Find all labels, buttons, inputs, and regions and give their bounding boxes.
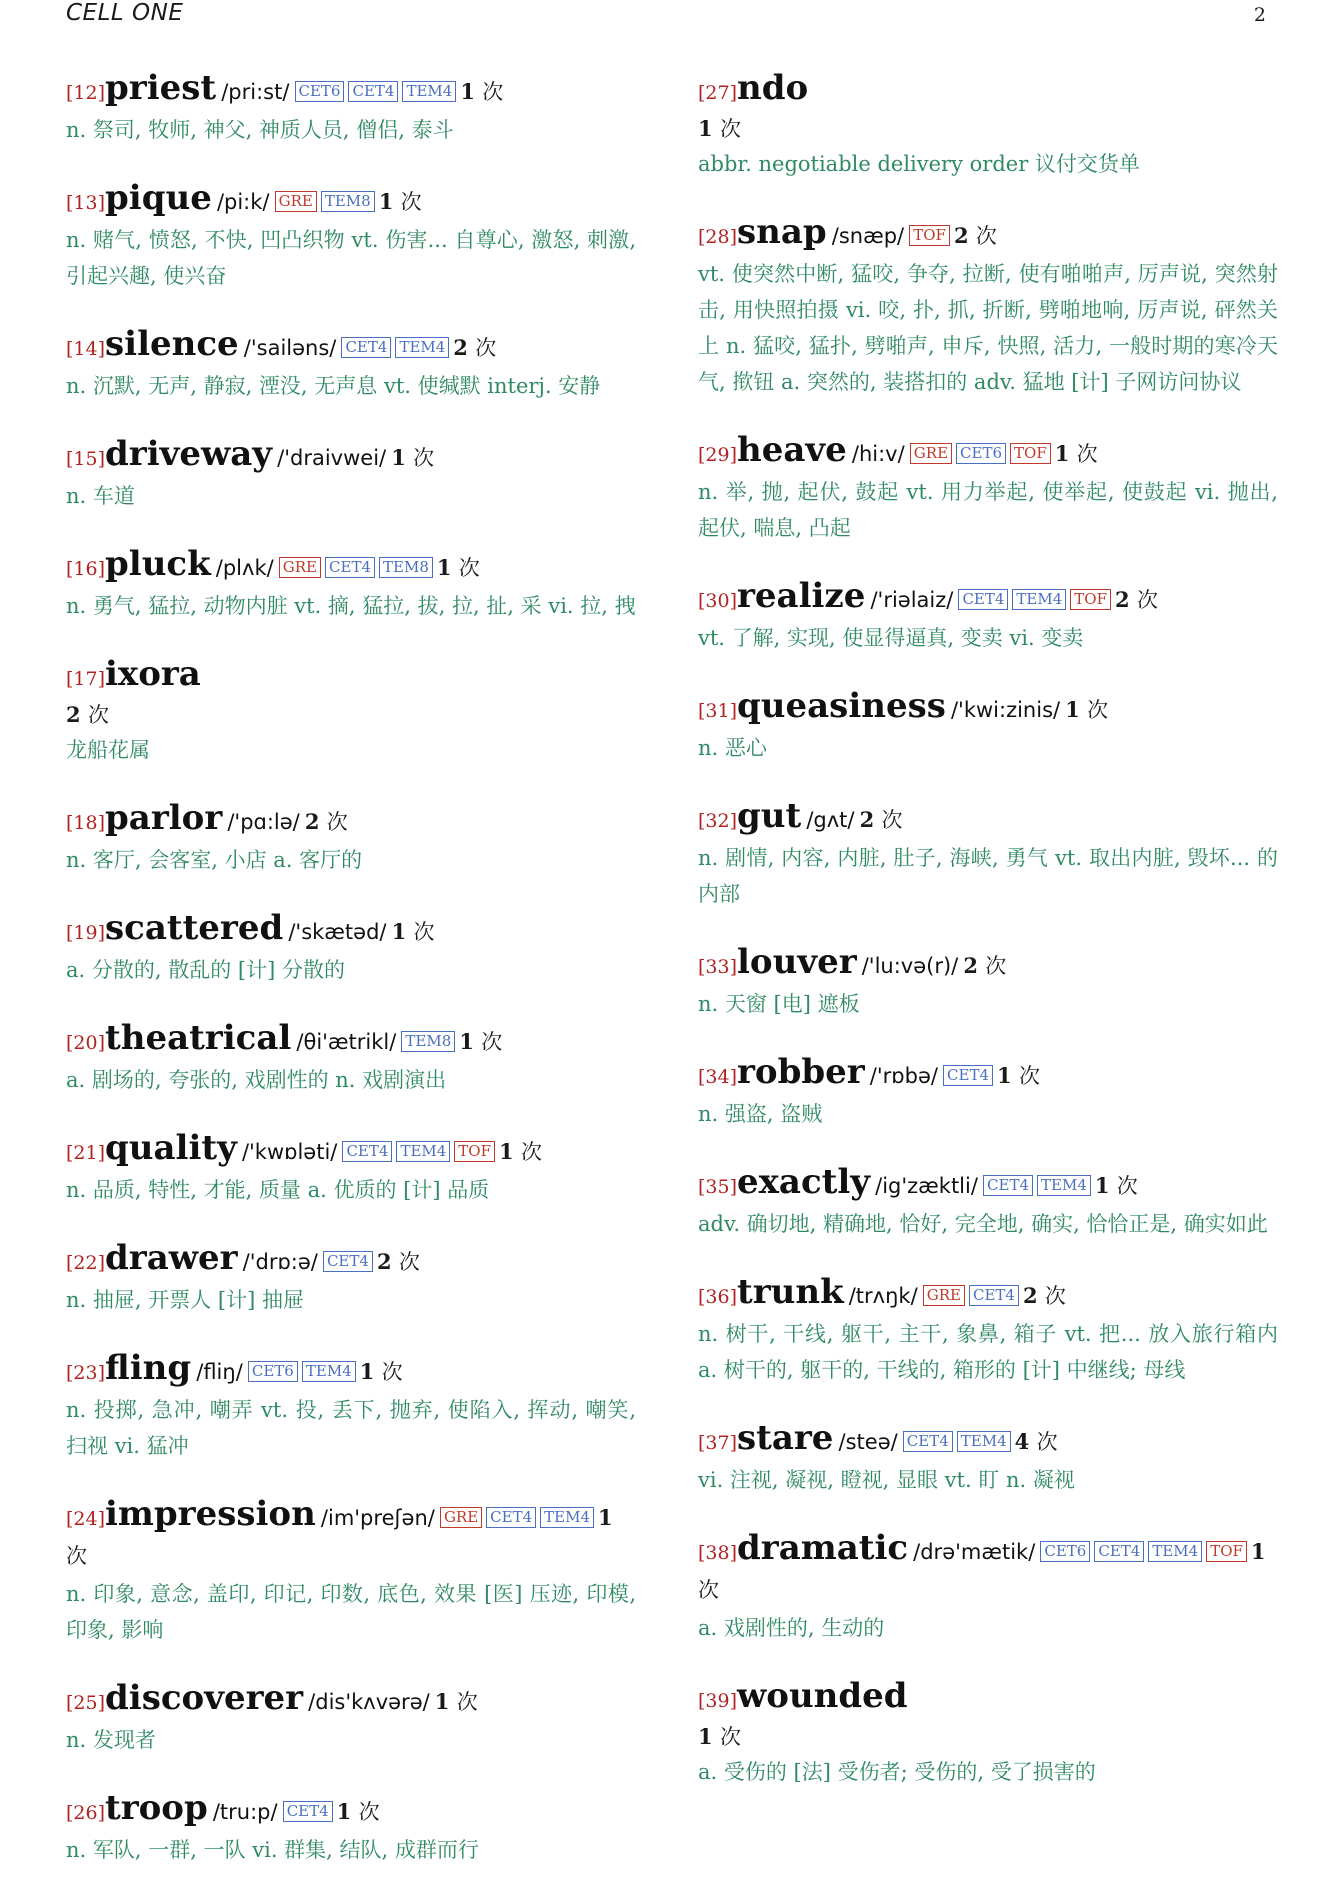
exam-tag: CET4 xyxy=(325,557,375,578)
dictionary-entry xyxy=(66,70,636,148)
phonetic: /'rɒbə/ xyxy=(869,1064,938,1088)
definition: vt. 使突然中断, 猛咬, 争夺, 拉断, 使有啪啪声, 厉声说, 突然射击, 用快照拍摄 vi. 咬, 扑, 抓, 折断, 劈啪地响, 厉声说, 砰然关上 n. 猛咬, 猛扑, 劈啪声, 申斥, 快照, 活力, 一般时期的寒冷天气, 揿钮 a. 突然的, 装搭扣的 adv. 猛地 [计] 子网访问协议 xyxy=(698,262,1278,394)
dictionary-entry xyxy=(698,578,1278,656)
entry-headline xyxy=(698,688,1278,730)
occurrence-count: 1 次 xyxy=(459,1029,503,1054)
count-suffix: 次 xyxy=(1076,442,1098,466)
entry-headline xyxy=(66,910,636,952)
occurrence-count: 1 次 xyxy=(336,1799,380,1824)
definition: 龙船花属 xyxy=(66,738,150,762)
dictionary-entry xyxy=(698,1164,1278,1242)
definition: n. 树干, 干线, 躯干, 主干, 象鼻, 箱子 vt. 把... 放入旅行箱内 a. 树干的, 躯干的, 干线的, 箱形的 [计] 中继线; 母线 xyxy=(698,1322,1278,1382)
definition: n. 车道 xyxy=(66,484,135,508)
left-column xyxy=(66,70,636,1900)
exam-tag: CET4 xyxy=(969,1285,1019,1306)
exam-tag: TOF xyxy=(454,1141,495,1162)
dictionary-entry xyxy=(698,214,1278,400)
definition: vt. 了解, 实现, 使显得逼真, 变卖 vi. 变卖 xyxy=(698,626,1084,650)
count-suffix: 次 xyxy=(985,954,1007,978)
dictionary-entry xyxy=(66,1240,636,1318)
phonetic: /gʌt/ xyxy=(806,808,855,832)
definition: n. 祭司, 牧师, 神父, 神质人员, 僧侣, 泰斗 xyxy=(66,118,454,142)
dictionary-entry xyxy=(66,180,636,294)
exam-tag: CET6 xyxy=(1040,1541,1090,1562)
count-suffix: 次 xyxy=(1087,698,1109,722)
definition: n. 赌气, 愤怒, 不快, 凹凸织物 vt. 伤害... 自尊心, 激怒, 刺激, 引起兴趣, 使兴奋 xyxy=(66,228,636,288)
exam-tag: TEM4 xyxy=(395,337,449,358)
dictionary-entry xyxy=(66,1790,636,1868)
definition: n. 剧情, 内容, 内脏, 肚子, 海峡, 勇气 vt. 取出内脏, 毁坏... 的内部 xyxy=(698,846,1278,906)
exam-tag: TEM4 xyxy=(302,1361,356,1382)
dictionary-entry xyxy=(66,1020,636,1098)
count-suffix: 次 xyxy=(1116,1174,1138,1198)
entry-headline xyxy=(66,1130,636,1172)
dictionary-entry xyxy=(66,800,636,878)
count-suffix: 次 xyxy=(1018,1064,1040,1088)
definition: n. 印象, 意念, 盖印, 印记, 印数, 底色, 效果 [医] 压迹, 印模, 印象, 影响 xyxy=(66,1582,636,1642)
headword: stare xyxy=(737,1418,834,1458)
count-suffix: 次 xyxy=(456,1690,478,1714)
headword: louver xyxy=(737,942,857,982)
headword: scattered xyxy=(105,908,284,948)
count-suffix: 次 xyxy=(358,1800,380,1824)
occurrence-count: 2 次 xyxy=(953,223,997,248)
dictionary-entry xyxy=(698,688,1278,766)
definition: n. 勇气, 猛拉, 动物内脏 vt. 摘, 猛拉, 拔, 拉, 扯, 采 vi. 拉, 拽 xyxy=(66,594,636,618)
definition: n. 军队, 一群, 一队 vi. 群集, 结队, 成群而行 xyxy=(66,1838,479,1862)
entry-headline xyxy=(698,70,1278,112)
exam-tag: GRE xyxy=(923,1285,965,1306)
dictionary-entry xyxy=(66,546,636,624)
exam-tag: CET4 xyxy=(903,1431,953,1452)
entry-headline xyxy=(66,1240,636,1282)
count-suffix: 次 xyxy=(719,117,741,141)
phonetic: /'kwɒləti/ xyxy=(241,1140,338,1164)
entry-index: [17] xyxy=(66,668,106,690)
occurrence-count: 4 次 xyxy=(1014,1429,1058,1454)
occurrence-count: 2 次 xyxy=(66,702,109,727)
dictionary-entry xyxy=(698,70,1278,182)
entry-index: [30] xyxy=(698,590,738,612)
occurrence-count: 1 次 xyxy=(434,1689,478,1714)
entry-headline xyxy=(66,1496,636,1576)
definition: vi. 注视, 凝视, 瞪视, 显眼 vt. 盯 n. 凝视 xyxy=(698,1468,1075,1492)
occurrence-count: 2 次 xyxy=(963,953,1007,978)
phonetic: /pi:k/ xyxy=(216,190,270,214)
count-suffix: 次 xyxy=(326,810,348,834)
occurrence-count: 1 次 xyxy=(997,1063,1040,1088)
dictionary-entry xyxy=(698,1054,1278,1132)
dictionary-entry xyxy=(66,1680,636,1758)
entry-headline xyxy=(66,656,636,698)
entry-index: [36] xyxy=(698,1286,738,1308)
occurrence-count: 1 次 xyxy=(1065,697,1109,722)
entry-index: [14] xyxy=(66,338,106,360)
occurrence-count-line xyxy=(66,698,636,732)
count-suffix: 次 xyxy=(520,1140,542,1164)
count-suffix: 次 xyxy=(698,1578,719,1602)
entry-index: [34] xyxy=(698,1066,738,1088)
dictionary-entry xyxy=(698,798,1278,912)
dictionary-entry xyxy=(698,1420,1278,1498)
headword: queasiness xyxy=(737,686,946,726)
dictionary-entry xyxy=(698,1530,1278,1646)
entry-headline xyxy=(66,1350,636,1392)
entry-index: [28] xyxy=(698,226,738,248)
entry-headline xyxy=(66,546,636,588)
count-suffix: 次 xyxy=(1044,1284,1066,1308)
entry-headline xyxy=(698,214,1278,256)
entry-index: [22] xyxy=(66,1252,106,1274)
entry-index: [26] xyxy=(66,1802,106,1824)
occurrence-count: 1 次 xyxy=(698,116,741,141)
phonetic: /fliŋ/ xyxy=(196,1360,243,1384)
phonetic: /θi'ætrikl/ xyxy=(296,1030,397,1054)
count-suffix: 次 xyxy=(1036,1430,1058,1454)
headword: pluck xyxy=(105,544,211,584)
definition: a. 分散的, 散乱的 [计] 分散的 xyxy=(66,958,345,982)
exam-tag: CET4 xyxy=(323,1251,373,1272)
entry-headline xyxy=(66,436,636,478)
dictionary-entry xyxy=(698,1274,1278,1388)
headword: theatrical xyxy=(105,1018,292,1058)
entry-index: [23] xyxy=(66,1362,106,1384)
entry-headline xyxy=(66,70,636,112)
count-suffix: 次 xyxy=(481,1030,503,1054)
occurrence-count: 1 次 xyxy=(698,1539,1266,1602)
headword: trunk xyxy=(737,1272,844,1312)
occurrence-count: 1 次 xyxy=(391,919,435,944)
definition: abbr. negotiable delivery order 议付交货单 xyxy=(698,152,1140,176)
occurrence-count: 1 次 xyxy=(460,79,504,104)
entry-headline xyxy=(66,326,636,368)
entry-index: [31] xyxy=(698,700,738,722)
phonetic: /steə/ xyxy=(838,1430,898,1454)
exam-tag: CET4 xyxy=(283,1801,333,1822)
count-suffix: 次 xyxy=(413,446,435,470)
entry-index: [12] xyxy=(66,82,106,104)
headword: dramatic xyxy=(737,1528,909,1568)
count-suffix: 次 xyxy=(66,1544,87,1568)
entry-headline xyxy=(698,1678,1278,1720)
definition: n. 品质, 特性, 才能, 质量 a. 优质的 [计] 品质 xyxy=(66,1178,490,1202)
headword: robber xyxy=(737,1052,865,1092)
entry-index: [21] xyxy=(66,1142,106,1164)
dictionary-entry xyxy=(66,1350,636,1464)
definition: n. 沉默, 无声, 静寂, 湮没, 无声息 vt. 使缄默 interj. 安静 xyxy=(66,374,601,398)
entry-index: [38] xyxy=(698,1542,738,1564)
headword: fling xyxy=(105,1348,192,1388)
headword: heave xyxy=(737,430,847,470)
exam-tag: TOF xyxy=(1070,589,1111,610)
occurrence-count-line xyxy=(698,1720,1278,1754)
entry-headline xyxy=(66,1680,636,1722)
occurrence-count: 2 次 xyxy=(1115,587,1158,612)
exam-tag: TOF xyxy=(1010,443,1051,464)
exam-tag: GRE xyxy=(910,443,952,464)
dictionary-entry xyxy=(66,436,636,514)
exam-tag: CET4 xyxy=(486,1507,536,1528)
headword: pique xyxy=(105,178,212,218)
phonetic: /hi:v/ xyxy=(851,442,905,466)
phonetic: /trʌŋk/ xyxy=(848,1284,918,1308)
definition: n. 发现者 xyxy=(66,1728,156,1752)
definition: a. 受伤的 [法] 受伤者; 受伤的, 受了损害的 xyxy=(698,1760,1096,1784)
phonetic: /ig'zæktli/ xyxy=(875,1174,978,1198)
entry-index: [27] xyxy=(698,82,738,104)
occurrence-count: 1 次 xyxy=(698,1724,741,1749)
occurrence-count: 1 次 xyxy=(436,555,480,580)
entry-index: [29] xyxy=(698,444,738,466)
exam-tag: CET6 xyxy=(956,443,1006,464)
definition: n. 客厅, 会客室, 小店 a. 客厅的 xyxy=(66,848,363,872)
entry-index: [18] xyxy=(66,812,106,834)
phonetic: /pri:st/ xyxy=(221,80,290,104)
definition: n. 举, 抛, 起伏, 鼓起 vt. 用力举起, 使举起, 使鼓起 vi. 抛出, 起伏, 喘息, 凸起 xyxy=(698,480,1278,540)
definition: n. 天窗 [电] 遮板 xyxy=(698,992,860,1016)
headword: exactly xyxy=(737,1162,871,1202)
exam-tag: CET4 xyxy=(348,81,398,102)
entry-index: [32] xyxy=(698,810,738,832)
exam-tag: TEM4 xyxy=(402,81,456,102)
exam-tag: CET6 xyxy=(248,1361,298,1382)
headword: realize xyxy=(737,576,866,616)
right-column xyxy=(698,70,1278,1822)
entry-headline xyxy=(698,578,1278,620)
headword: driveway xyxy=(105,434,273,474)
dictionary-entry xyxy=(698,944,1278,1022)
entry-headline xyxy=(698,1054,1278,1096)
definition: n. 投掷, 急冲, 嘲弄 vt. 投, 丢下, 抛弃, 使陷入, 挥动, 嘲笑, 扫视 vi. 猛冲 xyxy=(66,1398,636,1458)
exam-tag: TEM4 xyxy=(1148,1541,1202,1562)
occurrence-count: 2 次 xyxy=(304,809,348,834)
count-suffix: 次 xyxy=(1136,588,1158,612)
entry-headline xyxy=(698,944,1278,986)
occurrence-count: 1 次 xyxy=(378,189,422,214)
count-suffix: 次 xyxy=(482,80,504,104)
headword: snap xyxy=(737,212,827,252)
phonetic: /'draivwei/ xyxy=(277,446,387,470)
definition: a. 剧场的, 夸张的, 戏剧性的 n. 戏剧演出 xyxy=(66,1068,447,1092)
definition: adv. 确切地, 精确地, 恰好, 完全地, 确实, 恰恰正是, 确实如此 xyxy=(698,1212,1268,1236)
exam-tag: TEM4 xyxy=(957,1431,1011,1452)
headword: silence xyxy=(105,324,239,364)
exam-tag: TEM8 xyxy=(379,557,433,578)
definition: n. 抽屉, 开票人 [计] 抽屉 xyxy=(66,1288,304,1312)
entry-headline xyxy=(66,1790,636,1832)
definition: n. 恶心 xyxy=(698,736,767,760)
count-suffix: 次 xyxy=(975,224,997,248)
phonetic: /'pɑ:lə/ xyxy=(227,810,300,834)
dictionary-entry xyxy=(698,1678,1278,1790)
count-suffix: 次 xyxy=(475,336,497,360)
phonetic: /im'preʃən/ xyxy=(320,1506,435,1530)
entry-index: [25] xyxy=(66,1692,106,1714)
occurrence-count: 2 次 xyxy=(859,807,903,832)
headword: priest xyxy=(105,68,217,108)
entry-headline xyxy=(66,800,636,842)
exam-tag: GRE xyxy=(279,557,321,578)
entry-headline xyxy=(698,798,1278,840)
entry-headline xyxy=(66,1020,636,1062)
count-suffix: 次 xyxy=(719,1725,741,1749)
definition: n. 强盗, 盗贼 xyxy=(698,1102,823,1126)
exam-tag: CET6 xyxy=(295,81,345,102)
headword: ixora xyxy=(105,654,201,694)
page-header-title: CELL ONE xyxy=(66,0,184,26)
dictionary-entry xyxy=(66,910,636,988)
count-suffix: 次 xyxy=(398,1250,420,1274)
phonetic: /drə'mætik/ xyxy=(913,1540,1036,1564)
count-suffix: 次 xyxy=(87,703,109,727)
entry-headline xyxy=(66,180,636,222)
phonetic: /plʌk/ xyxy=(215,556,274,580)
exam-tag: CET4 xyxy=(943,1065,993,1086)
headword: discoverer xyxy=(105,1678,304,1718)
entry-headline xyxy=(698,1164,1278,1206)
count-suffix: 次 xyxy=(413,920,435,944)
phonetic: /'lu:və(r)/ xyxy=(861,954,959,978)
phonetic: /'sailəns/ xyxy=(243,336,337,360)
entry-index: [16] xyxy=(66,558,106,580)
page-number: 2 xyxy=(1253,4,1266,26)
exam-tag: TEM4 xyxy=(540,1507,594,1528)
occurrence-count: 1 次 xyxy=(66,1505,613,1568)
occurrence-count: 1 次 xyxy=(359,1359,403,1384)
exam-tag: TEM4 xyxy=(1012,589,1066,610)
entry-index: [20] xyxy=(66,1032,106,1054)
headword: quality xyxy=(105,1128,237,1168)
headword: ndo xyxy=(737,68,809,108)
exam-tag: CET4 xyxy=(342,1141,392,1162)
entry-index: [39] xyxy=(698,1690,738,1712)
occurrence-count: 2 次 xyxy=(1022,1283,1066,1308)
dictionary-entry xyxy=(66,1496,636,1648)
phonetic: /'skætəd/ xyxy=(288,920,387,944)
occurrence-count: 2 次 xyxy=(453,335,497,360)
exam-tag: CET4 xyxy=(958,589,1008,610)
entry-index: [24] xyxy=(66,1508,106,1530)
count-suffix: 次 xyxy=(400,190,422,214)
count-suffix: 次 xyxy=(381,1360,403,1384)
exam-tag: TEM4 xyxy=(396,1141,450,1162)
definition: a. 戏剧性的, 生动的 xyxy=(698,1616,885,1640)
headword: impression xyxy=(105,1494,316,1534)
dictionary-entry xyxy=(698,432,1278,546)
entry-index: [33] xyxy=(698,956,738,978)
exam-tag: TOF xyxy=(1206,1541,1247,1562)
exam-tag: CET4 xyxy=(1094,1541,1144,1562)
exam-tag: GRE xyxy=(440,1507,482,1528)
occurrence-count: 1 次 xyxy=(1094,1173,1138,1198)
exam-tag: TOF xyxy=(909,225,950,246)
dictionary-entry xyxy=(66,1130,636,1208)
occurrence-count: 1 次 xyxy=(1054,441,1098,466)
entry-headline xyxy=(698,1274,1278,1316)
phonetic: /tru:p/ xyxy=(212,1800,278,1824)
entry-headline xyxy=(698,432,1278,474)
headword: gut xyxy=(737,796,802,836)
entry-index: [19] xyxy=(66,922,106,944)
phonetic: /'drɒ:ə/ xyxy=(242,1250,318,1274)
count-suffix: 次 xyxy=(458,556,480,580)
entry-index: [37] xyxy=(698,1432,738,1454)
phonetic: /snæp/ xyxy=(831,224,905,248)
occurrence-count: 2 次 xyxy=(376,1249,420,1274)
dictionary-entry xyxy=(66,656,636,768)
phonetic: /dis'kʌvərə/ xyxy=(308,1690,430,1714)
exam-tag: TEM8 xyxy=(401,1031,455,1052)
exam-tag: TEM8 xyxy=(321,191,375,212)
occurrence-count: 1 次 xyxy=(499,1139,542,1164)
occurrence-count-line xyxy=(698,112,1278,146)
headword: drawer xyxy=(105,1238,238,1278)
occurrence-count: 1 次 xyxy=(391,445,435,470)
exam-tag: GRE xyxy=(275,191,317,212)
headword: parlor xyxy=(105,798,223,838)
count-suffix: 次 xyxy=(881,808,903,832)
entry-index: [13] xyxy=(66,192,106,214)
exam-tag: CET4 xyxy=(341,337,391,358)
entry-index: [35] xyxy=(698,1176,738,1198)
headword: wounded xyxy=(737,1676,908,1716)
entry-headline xyxy=(698,1420,1278,1462)
headword: troop xyxy=(105,1788,208,1828)
phonetic: /'kwi:zinis/ xyxy=(950,698,1061,722)
dictionary-entry xyxy=(66,326,636,404)
entry-index: [15] xyxy=(66,448,106,470)
exam-tag: TEM4 xyxy=(1037,1175,1091,1196)
phonetic: /'riəlaiz/ xyxy=(870,588,954,612)
entry-headline xyxy=(698,1530,1278,1610)
exam-tag: CET4 xyxy=(983,1175,1033,1196)
